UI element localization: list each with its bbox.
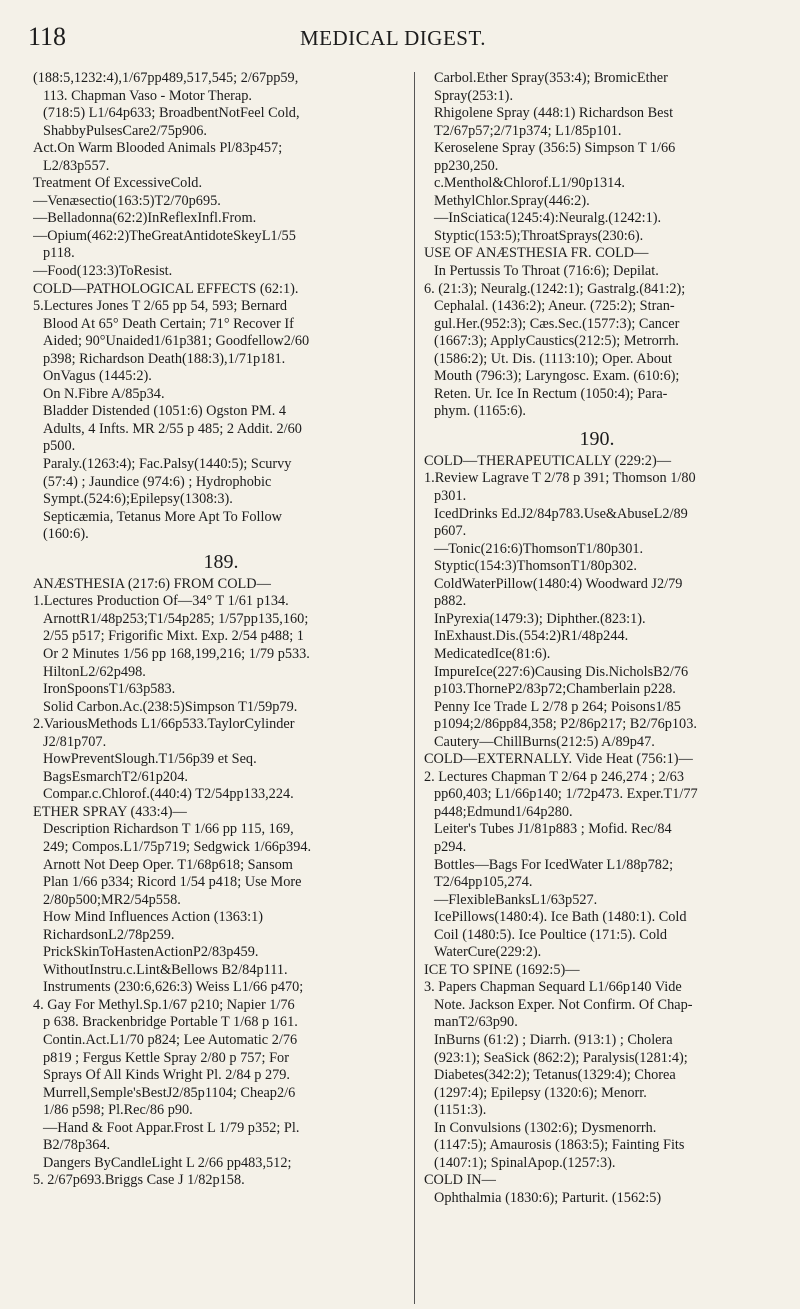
index-entry-line: Solid Carbon.Ac.(238:5)Simpson T1/59p79. <box>43 698 298 715</box>
index-entry-line: InBurns (61:2) ; Diarrh. (913:1) ; Cholera <box>434 1031 673 1048</box>
section-number: 189. <box>203 550 239 573</box>
index-entry-line: HiltonL2/62p498. <box>43 663 146 680</box>
index-entry-line: p819 ; Fergus Kettle Spray 2/80 p 757; For <box>43 1049 289 1066</box>
index-entry-line: Arnott Not Deep Oper. T1/68p618; Sansom <box>43 856 293 873</box>
index-entry-line: p118. <box>43 245 75 262</box>
index-entry-line: ColdWaterPillow(1480:4) Woodward J2/79 <box>434 575 683 592</box>
index-entry-line: Septicæmia, Tetanus More Apt To Follow <box>43 508 282 525</box>
index-entry-line: (188:5,1232:4),1/67pp489,517,545; 2/67pp59, <box>33 70 299 86</box>
index-entry-line: c.Menthol&Chlorof.L1/90p1314. <box>434 175 626 192</box>
index-entry-line: USE OF ANÆSTHESIA FR. COLD— <box>424 245 649 262</box>
index-entry-line: ShabbyPulsesCare2/75p906. <box>43 122 208 139</box>
index-entry-line: pp60,403; L1/66p140; 1/72p473. Exper.T1/77 <box>434 786 698 803</box>
index-entry-line: MedicatedIce(81:6). <box>434 645 551 662</box>
index-entry-line: Mouth (796:3); Laryngosc. Exam. (610:6); <box>434 368 680 385</box>
column-divider <box>414 72 415 1304</box>
index-entry-line: Spray(253:1). <box>434 87 514 104</box>
index-entry-line: Or 2 Minutes 1/56 pp 168,199,216; 1/79 p533. <box>43 645 310 662</box>
index-entry-line: Carbol.Ether Spray(353:4); BromicEther <box>434 70 668 86</box>
index-entry-line: HowPreventSlough.T1/56p39 et Seq. <box>43 751 257 768</box>
index-entry-line: (1407:1); SpinalApop.(1257:3). <box>434 1154 616 1171</box>
index-entry-line: WaterCure(229:2). <box>434 944 542 961</box>
index-entry-line: 1.Review Lagrave T 2/78 p 391; Thomson 1/80 <box>424 470 696 487</box>
index-entry-line: Blood At 65° Death Certain; 71° Recover If <box>43 315 294 332</box>
index-entry-line: (923:1); SeaSick (862:2); Paralysis(1281:4); <box>434 1049 688 1066</box>
index-entry-line: ArnottR1/48p253;T1/54p285; 1/57pp135,160; <box>43 610 309 627</box>
index-entry-line: Diabetes(342:2); Tetanus(1329:4); Chorea <box>434 1067 676 1084</box>
index-entry-line: 5. 2/67p693.Briggs Case J 1/82p158. <box>33 1172 245 1189</box>
index-entry-line: How Mind Influences Action (1363:1) <box>43 909 263 926</box>
index-entry-line: (57:4) ; Jaundice (974:6) ; Hydrophobic <box>43 473 272 490</box>
index-entry-line: InExhaust.Dis.(554:2)R1/48p244. <box>434 628 629 645</box>
index-entry-line: Reten. Ur. Ice In Rectum (1050:4); Para- <box>434 385 668 402</box>
index-entry-line: 2.VariousMethods L1/66p533.TaylorCylinder <box>33 716 295 733</box>
index-entry-line: p103.ThorneP2/83p72;Chamberlain p228. <box>434 681 676 698</box>
index-entry-line: Murrell,Semple'sBestJ2/85p1104; Cheap2/6 <box>43 1084 296 1101</box>
page-number: 118 <box>28 22 67 51</box>
index-entry-line: Cautery—ChillBurns(212:5) A/89p47. <box>434 733 655 750</box>
index-entry-line: Coil (1480:5). Ice Poultice (171:5). Cold <box>434 926 668 943</box>
index-entry-line: 3. Papers Chapman Sequard L1/66p140 Vide <box>424 979 682 996</box>
index-entry-line: (1147:5); Amaurosis (1863:5); Fainting Fits <box>434 1137 685 1154</box>
index-entry-line: Bladder Distended (1051:6) Ogston PM. 4 <box>43 403 287 420</box>
index-entry-line: ANÆSTHESIA (217:6) FROM COLD— <box>33 575 271 592</box>
index-entry-line: OnVagus (1445:2). <box>43 368 152 385</box>
index-entry-line: —Venæsectio(163:5)T2/70p695. <box>33 192 221 209</box>
index-entry-line: Leiter's Tubes J1/81p883 ; Mofid. Rec/84 <box>434 821 672 838</box>
index-entry-line: p301. <box>434 488 467 505</box>
index-entry-line: Adults, 4 Infts. MR 2/55 p 485; 2 Addit. 2/60 <box>43 420 302 437</box>
index-entry-line: Plan 1/66 p334; Ricord 1/54 p418; Use More <box>43 874 302 891</box>
index-entry-line: Instruments (230:6,626:3) Weiss L1/66 p470; <box>43 979 304 996</box>
section-number: 190. <box>579 427 615 450</box>
index-entry-line: p607. <box>434 523 467 540</box>
index-entry-line: —FlexibleBanksL1/63p527. <box>434 891 598 908</box>
index-entry-line: (1151:3). <box>434 1102 487 1119</box>
index-entry-line: T2/64pp105,274. <box>434 874 533 891</box>
index-entry-line: Cephalal. (1436:2); Aneur. (725:2); Stran- <box>434 298 675 315</box>
index-entry-line: manT2/63p90. <box>434 1014 518 1031</box>
index-entry-line: p448;Edmund1/64p280. <box>434 803 573 820</box>
index-entry-line: —Belladonna(62:2)InReflexInfl.From. <box>33 210 257 227</box>
index-entry-line: IcedDrinks Ed.J2/84p783.Use&AbuseL2/89 <box>434 505 688 522</box>
index-entry-line: On N.Fibre A/85p34. <box>43 385 165 402</box>
index-entry-line: Aided; 90°Unaided1/61p381; Goodfellow2/60 <box>43 333 310 350</box>
index-entry-line: L2/83p557. <box>43 157 110 174</box>
index-entry-line: 6. (21:3); Neuralg.(1242:1); Gastralg.(841:2); <box>424 280 686 297</box>
index-entry-line: ETHER SPRAY (433:4)— <box>33 803 187 820</box>
index-entry-line: Note. Jackson Exper. Not Confirm. Of Chap- <box>434 996 693 1013</box>
index-entry-line: gul.Her.(952:3); Cæs.Sec.(1577:3); Cancer <box>434 315 680 332</box>
index-entry-line: Dangers ByCandleLight L 2/66 pp483,512; <box>43 1154 292 1171</box>
running-title: MEDICAL DIGEST. <box>300 26 486 50</box>
index-entry-line: In Convulsions (1302:6); Dysmenorrh. <box>434 1119 657 1136</box>
index-entry-line: COLD—PATHOLOGICAL EFFECTS (62:1). <box>33 280 299 297</box>
index-entry-line: Compar.c.Chlorof.(440:4) T2/54pp133,224. <box>43 786 294 803</box>
index-entry-line: Ophthalmia (1830:6); Parturit. (1562:5) <box>434 1189 662 1206</box>
index-entry-line: Sympt.(524:6);Epilepsy(1308:3). <box>43 491 233 508</box>
index-entry-line: ICE TO SPINE (1692:5)— <box>424 961 580 978</box>
index-entry-line: Bottles—Bags For IcedWater L1/88p782; <box>434 856 674 873</box>
index-entry-line: Keroselene Spray (356:5) Simpson T 1/66 <box>434 140 676 157</box>
index-entry-line: Act.On Warm Blooded Animals Pl/83p457; <box>33 140 283 157</box>
index-entry-line: COLD—EXTERNALLY. Vide Heat (756:1)— <box>424 751 693 768</box>
index-entry-line: —Food(123:3)ToResist. <box>33 263 173 280</box>
index-entry-line: (718:5) L1/64p633; BroadbentNotFeel Cold, <box>43 105 300 122</box>
index-entry-line: Sprays Of All Kinds Wright Pl. 2/84 p 279. <box>43 1067 290 1084</box>
index-entry-line: p500. <box>43 438 76 455</box>
index-entry-line: 113. Chapman Vaso - Motor Therap. <box>43 87 252 104</box>
index-entry-line: —Opium(462:2)TheGreatAntidoteSkeyL1/55 <box>33 227 296 244</box>
index-entry-line: Description Richardson T 1/66 pp 115, 169, <box>43 821 294 838</box>
index-entry-line: COLD IN— <box>424 1172 496 1189</box>
index-entry-line: phym. (1165:6). <box>434 403 526 420</box>
index-entry-line: PrickSkinToHastenActionP2/83p459. <box>43 944 259 961</box>
index-entry-line: 2. Lectures Chapman T 2/64 p 246,274 ; 2/63 <box>424 768 684 785</box>
index-entry-line: MethylChlor.Spray(446:2). <box>434 192 590 209</box>
index-entry-line: p398; Richardson Death(188:3),1/71p181. <box>43 350 286 367</box>
index-entry-line: (160:6). <box>43 526 89 543</box>
index-entry-line: Styptic(154:3)ThomsonT1/80p302. <box>434 558 637 575</box>
index-entry-line: IronSpoonsT1/63p583. <box>43 681 176 698</box>
index-entry-line: 4. Gay For Methyl.Sp.1/67 p210; Napier 1/76 <box>33 996 295 1013</box>
index-entry-line: Penny Ice Trade L 2/78 p 264; Poisons1/85 <box>434 698 681 715</box>
index-entry-line: Contin.Act.L1/70 p824; Lee Automatic 2/76 <box>43 1031 298 1048</box>
index-entry-line: B2/78p364. <box>43 1137 111 1154</box>
index-entry-line: (1586:2); Ut. Dis. (1113:10); Oper. About <box>434 350 672 367</box>
index-entry-line: J2/81p707. <box>43 733 107 750</box>
index-entry-line: 2/80p500;MR2/54p558. <box>43 891 181 908</box>
index-entry-line: 2/55 p517; Frigorific Mixt. Exp. 2/54 p488; 1 <box>43 628 304 645</box>
right-column <box>424 70 770 1207</box>
index-entry-line: p1094;2/86pp84,358; P2/86p217; B2/76p103. <box>434 716 697 733</box>
index-entry-line: —Hand & Foot Appar.Frost L 1/79 p352; Pl. <box>43 1119 300 1136</box>
index-entry-line: T2/67p57;2/71p374; L1/85p101. <box>434 122 622 139</box>
index-entry-line: pp230,250. <box>434 157 499 174</box>
index-entry-line: Treatment Of ExcessiveCold. <box>33 175 203 192</box>
index-entry-line: (1667:3); ApplyCaustics(212:5); Metrorrh. <box>434 333 680 350</box>
index-entry-line: 5.Lectures Jones T 2/65 pp 54, 593; Bernard <box>33 298 287 315</box>
index-entry-line: Styptic(153:5);ThroatSprays(230:6). <box>434 227 644 244</box>
index-entry-line: COLD—THERAPEUTICALLY (229:2)— <box>424 452 672 469</box>
page-header <box>28 22 768 62</box>
index-entry-line: (1297:4); Epilepsy (1320:6); Menorr. <box>434 1084 647 1101</box>
index-entry-line: —InSciatica(1245:4):Neuralg.(1242:1). <box>434 210 662 227</box>
index-entry-line: InPyrexia(1479:3); Diphther.(823:1). <box>434 610 646 627</box>
index-entry-line: 1.Lectures Production Of—34° T 1/61 p134. <box>33 593 289 610</box>
index-entry-line: IcePillows(1480:4). Ice Bath (1480:1). Cold <box>434 909 687 926</box>
index-entry-line: WithoutInstru.c.Lint&Bellows B2/84p111. <box>43 961 288 978</box>
index-entry-line: p 638. Brackenbridge Portable T 1/68 p 161. <box>43 1014 298 1031</box>
index-entry-line: RichardsonL2/78p259. <box>43 926 175 943</box>
index-entry-line: In Pertussis To Throat (716:6); Depilat. <box>434 263 659 280</box>
left-column <box>33 70 409 1190</box>
index-entry-line: —Tonic(216:6)ThomsonT1/80p301. <box>434 540 644 557</box>
index-entry-line: Rhigolene Spray (448:1) Richardson Best <box>434 105 674 122</box>
index-entry-line: Paraly.(1263:4); Fac.Palsy(1440:5); Scurvy <box>43 456 292 473</box>
index-entry-line: p882. <box>434 593 467 610</box>
index-entry-line: 249; Compos.L1/75p719; Sedgwick 1/66p394. <box>43 838 312 855</box>
index-entry-line: p294. <box>434 838 467 855</box>
index-entry-line: ImpureIce(227:6)Causing Dis.NicholsB2/76 <box>434 663 689 680</box>
index-entry-line: BagsEsmarchT2/61p204. <box>43 768 188 785</box>
index-entry-line: 1/86 p598; Pl.Rec/86 p90. <box>43 1102 193 1119</box>
